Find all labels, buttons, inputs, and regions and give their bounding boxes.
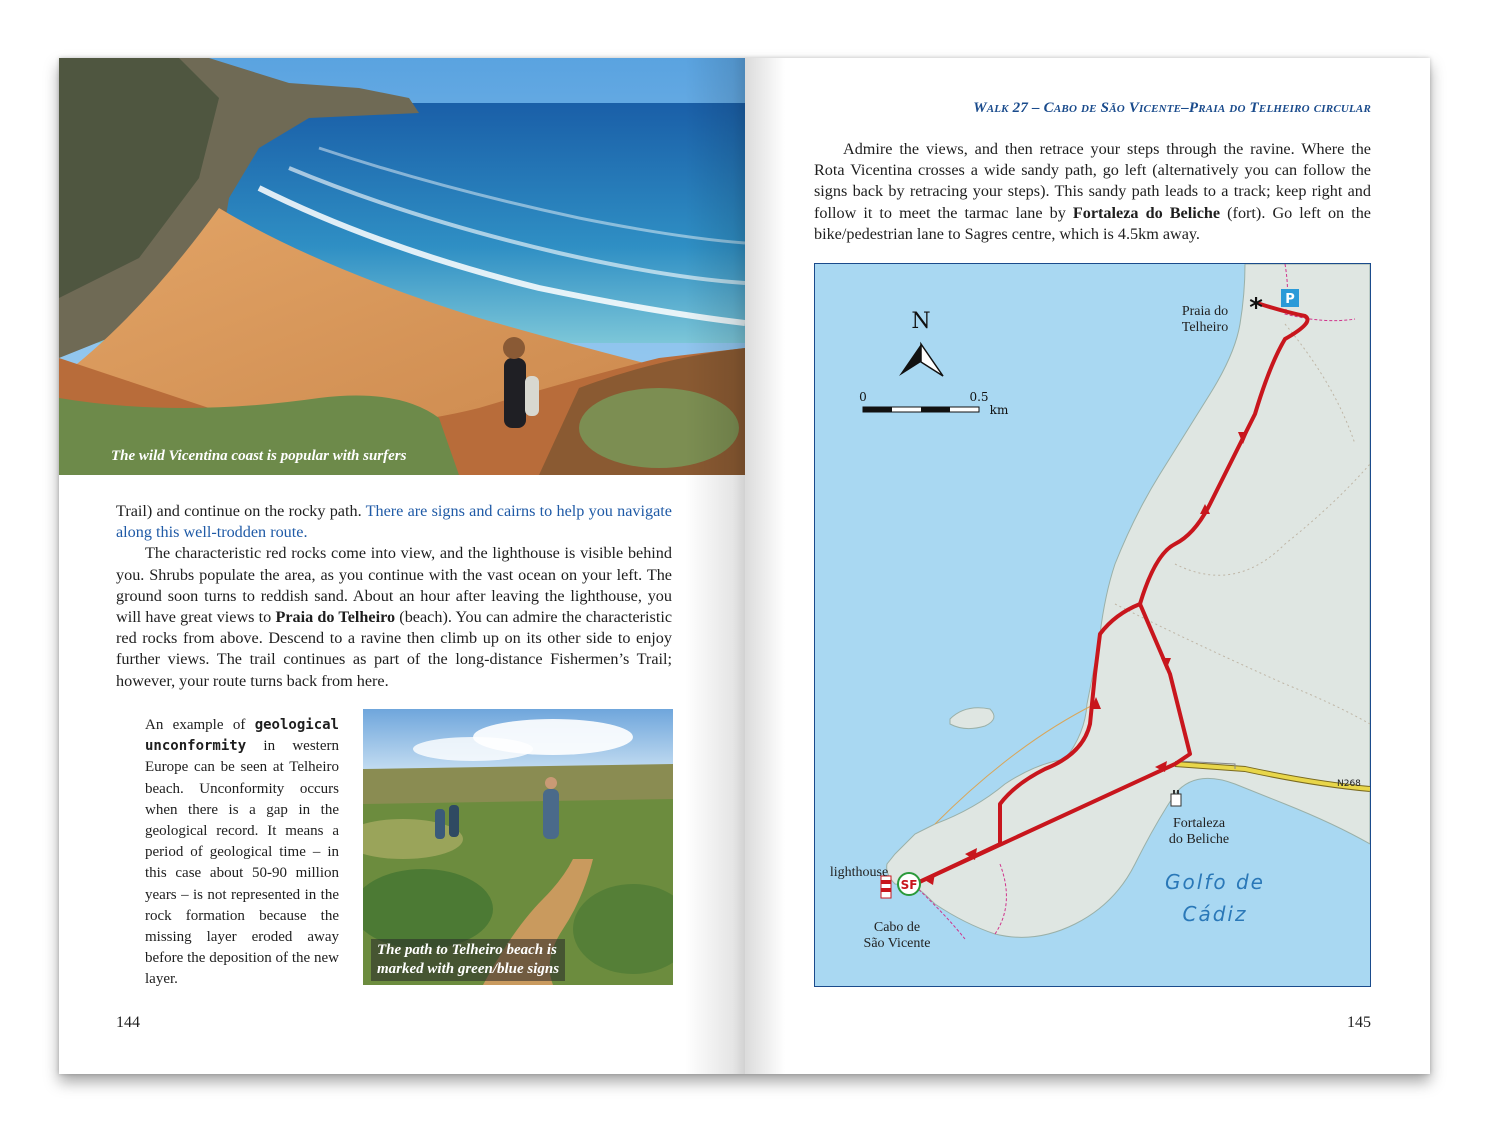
start-finish-label: SF bbox=[900, 878, 918, 892]
gulf-label bbox=[1145, 866, 1285, 930]
book-spread bbox=[59, 58, 1430, 1074]
place-name: Fortaleza do Beliche bbox=[1072, 203, 1221, 222]
label-line: Praia do bbox=[1181, 304, 1229, 319]
running-head: Walk 27 – Cabo de São Vicente–Praia do Telheiro circular bbox=[973, 100, 1371, 116]
page-number: 144 bbox=[116, 1014, 140, 1031]
caption-line: The path to Telheiro beach is bbox=[377, 942, 557, 958]
land-area bbox=[887, 264, 1370, 937]
label-line: Telheiro bbox=[1181, 320, 1229, 335]
coast-photo bbox=[59, 58, 745, 475]
cabo-label bbox=[851, 920, 943, 952]
left-page bbox=[59, 58, 745, 1074]
caption-line: marked with green/blue signs bbox=[377, 961, 560, 977]
page-number: 145 bbox=[1347, 1014, 1371, 1031]
right-body-text bbox=[814, 139, 1371, 245]
sidebar-text: An example of bbox=[145, 717, 255, 733]
svg-text:P: P bbox=[1285, 292, 1295, 307]
gutter-shadow bbox=[745, 58, 785, 1074]
north-arrow-icon bbox=[899, 344, 943, 376]
route-map bbox=[814, 263, 1371, 987]
gutter-shadow bbox=[685, 58, 745, 1074]
scale-bar bbox=[863, 407, 979, 412]
label-line: Cádiz bbox=[1182, 902, 1248, 926]
geology-sidebar-text bbox=[145, 715, 339, 991]
term: geological unconformity bbox=[145, 717, 339, 755]
coast-photo-caption: The wild Vicentina coast is popular with surfers bbox=[111, 448, 407, 464]
left-body-text bbox=[116, 501, 672, 692]
walkers-photo bbox=[363, 709, 673, 985]
road-label: N268 bbox=[1337, 779, 1361, 789]
paragraph-text: (beach). You can admire the characteristic red rocks from above. Descend to a ravine then climb up on its other side to enjoy further views. The trail continues as part of the long-distance Fishermen’s Trail; however, your route turns back from here. bbox=[116, 608, 673, 690]
svg-text:0: 0 bbox=[859, 390, 867, 404]
right-page bbox=[745, 58, 1430, 1074]
label-line: Golfo de bbox=[1165, 870, 1265, 894]
label-line: Cabo de bbox=[873, 920, 921, 935]
paragraph bbox=[116, 543, 672, 691]
fortaleza-label bbox=[1153, 816, 1245, 848]
svg-text:km: km bbox=[989, 403, 1009, 417]
sidebar-text: in western Europe can be seen at Telheiro beach. Unconformity occurs when there is a gap in the geological record. It means a period of geological time – in this case about 50-90 million years – is not represented in the rock formation because the missing layer eroded away before the deposition of the new layer. bbox=[145, 738, 339, 988]
lighthouse-label: lighthouse bbox=[829, 865, 889, 880]
north-label: N bbox=[911, 309, 931, 334]
viewpoint-icon: * bbox=[1249, 293, 1263, 323]
paragraph bbox=[116, 501, 672, 543]
label-line: do Beliche bbox=[1168, 832, 1230, 847]
label-line: Fortaleza bbox=[1172, 816, 1226, 831]
paragraph-text: Trail) and continue on the rocky path. bbox=[116, 502, 366, 520]
label-line: São Vicente bbox=[863, 936, 931, 951]
svg-text:0.5: 0.5 bbox=[969, 390, 989, 404]
paragraph bbox=[814, 139, 1371, 245]
paragraph-text: The characteristic red rocks come into view, and the lighthouse is visible behind you. Shrubs populate the area, as you continue with the vast ocean on your left. The ground soon turns to reddish sand. About an hour after leaving the lighthouse, you will have great views to bbox=[116, 544, 672, 627]
praia-label bbox=[1167, 304, 1243, 336]
highlight-text: There are signs and cairns to help you navigate along this well-trodden route. bbox=[116, 502, 672, 542]
paragraph-text: (fort). Go left on the bike/pedestrian lane to Sagres centre, which is 4.5km away. bbox=[814, 203, 1371, 243]
walkers-photo-caption bbox=[371, 939, 565, 981]
paragraph-text: Admire the views, and then retrace your steps through the ravine. Where the Rota Vicentina crosses a wide sandy path, go left (alternatively you can follow the signs back by retracing your steps). This sandy path leads to a track; keep right and follow it to meet the tarmac lane by bbox=[814, 140, 1371, 222]
place-name: Praia do Telheiro bbox=[275, 608, 396, 627]
